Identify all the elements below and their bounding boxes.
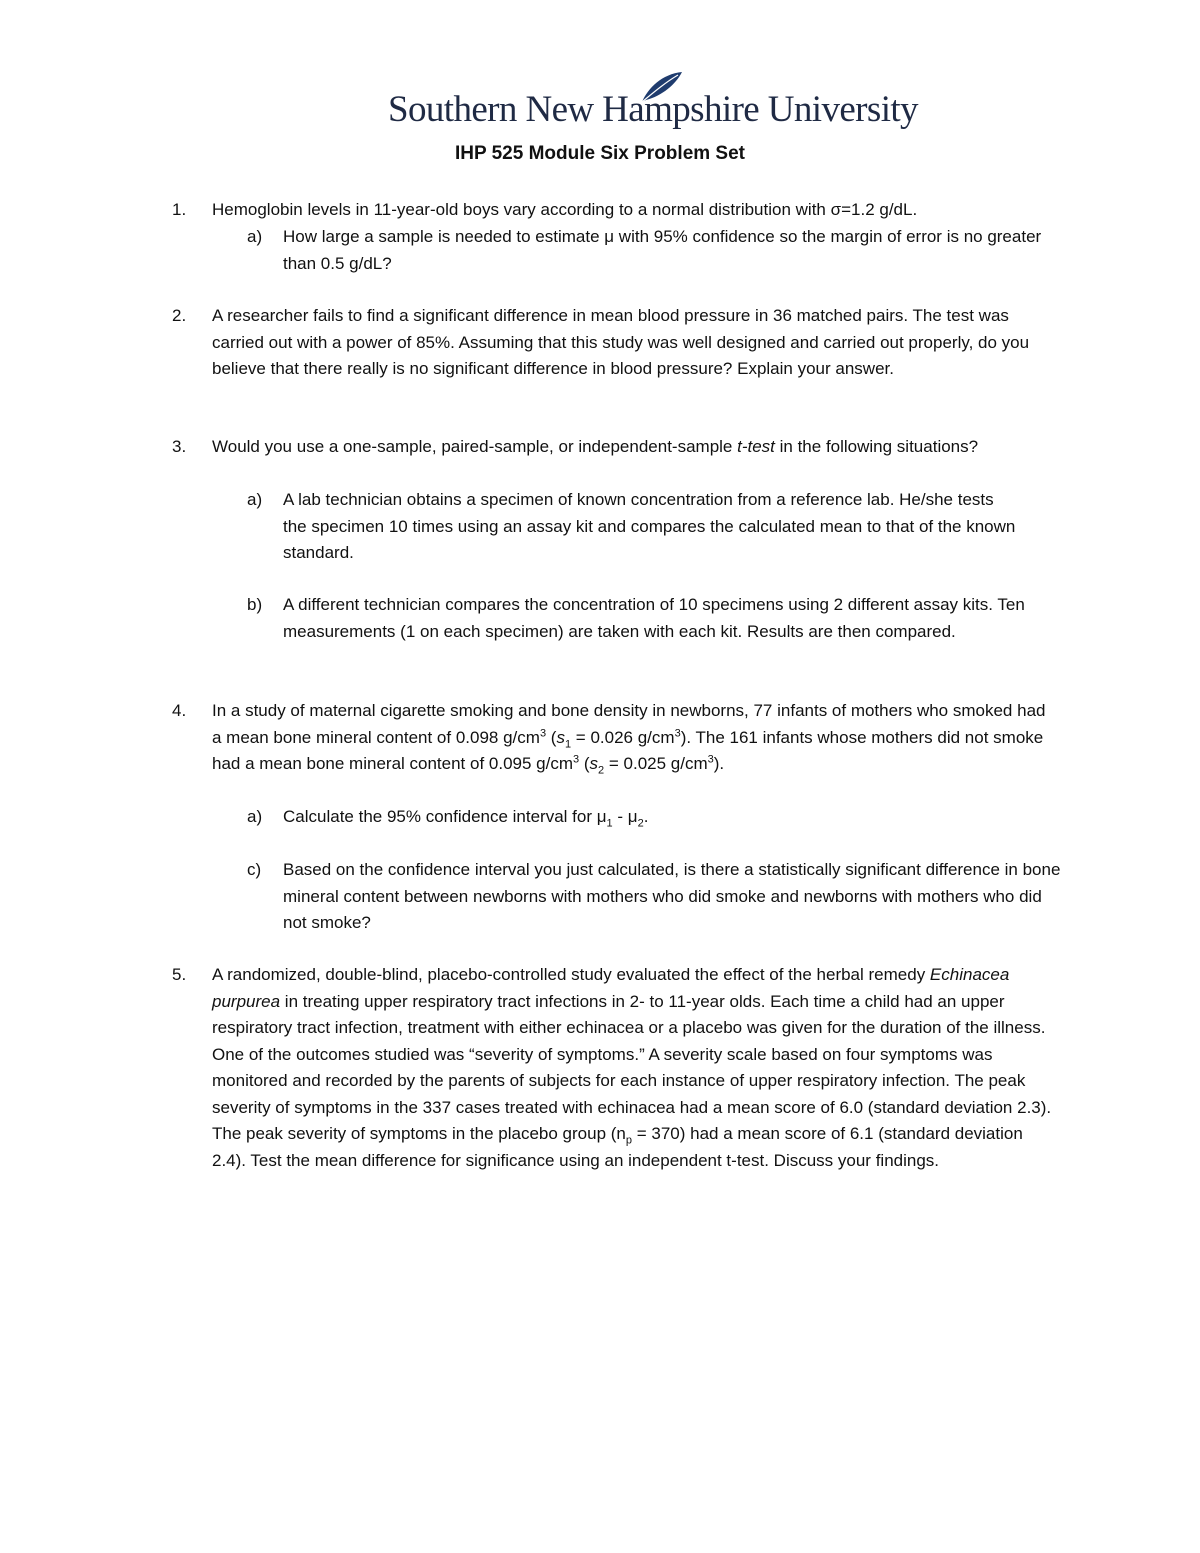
question-2-number: 2. xyxy=(172,306,187,325)
question-3-number: 3. xyxy=(172,437,187,456)
university-logo xyxy=(388,70,918,136)
question-3a-marker: a) xyxy=(247,490,263,509)
question-1-number: 1. xyxy=(172,200,187,219)
question-3-text: Would you use a one-sample, paired-sample, or independent-sample t-test in the following situations? xyxy=(212,437,979,456)
question-1a-marker: a) xyxy=(247,227,263,246)
question-4a-marker: a) xyxy=(247,807,263,826)
question-3a-text: A lab technician obtains a specimen of known concentration from a reference lab. He/she tests the specimen 10 times using an assay kit and compares the calculated mean to that of the known standard. xyxy=(283,490,1016,562)
page-title: IHP 525 Module Six Problem Set xyxy=(454,143,746,164)
question-4c-text: Based on the confidence interval you just calculated, is there a statistically significant difference in bone mineral content between newborns with mothers who did smoke and newborns with mothers who did not smoke? xyxy=(283,860,1061,932)
question-3b-text: A different technician compares the concentration of 10 specimens using 2 different assay kits. Ten measurements (1 on each specimen) are taken with each kit. Results are then compared. xyxy=(283,595,1025,641)
question-4-text: In a study of maternal cigarette smoking and bone density in newborns, 77 infants of mothers who smoked had a mean bone mineral content of 0.098 $g/cm^3$ ($s_1 = 0.026$ $g/cm^3$). The 161 infants whose mothers did not smoke had a mean bone mineral content of 0.095 $g/cm^3$ ($s_2 = 0.025$ $g/cm^3$). xyxy=(212,701,1046,777)
question-1a-text: How large a sample is needed to estimate μ with 95% confidence so the margin of error is no greater than 0.5 g/dL? xyxy=(283,227,1042,273)
question-5-text: A randomized, double-blind, placebo-controlled study evaluated the effect of the herbal remedy Echinacea purpurea in treating upper respiratory tract infections in 2- to 11-year olds. Each time a child had an upper respiratory tract infection, treatment with either echinacea or a placebo was given for the duration of the illness. One of the outcomes studied was “severity of symptoms.” A severity scale based on four symptoms was monitored and recorded by the parents of subjects for each instance of upper respiratory infection. The peak severity of symptoms in the 337 cases treated with echinacea had a mean score of 6.0 (standard deviation 2.3). The peak severity of symptoms in the placebo group $(n_p = 370)$ had a mean score of 6.1 (standard deviation 2.4). Test the mean difference for significance using an independent t-test. Discuss your findings. xyxy=(212,965,1052,1170)
question-4-number: 4. xyxy=(172,701,187,720)
question-4c-marker: c) xyxy=(247,860,262,879)
question-5-number: 5. xyxy=(172,965,187,984)
question-3b-marker: b) xyxy=(247,595,263,614)
logo-wordmark: Southern New Hampshire University xyxy=(388,89,918,130)
question-2-text: A researcher fails to find a significant difference in mean blood pressure in 36 matched pairs. The test was carried out with a power of 85%. Assuming that this study was well designed and carried out properly, do you believe that there really is no significant difference in blood pressure? Explain your answer. xyxy=(212,306,1030,378)
question-4a-text: Calculate the 95% confidence interval for $\mu_1 - \mu_2$. xyxy=(283,807,649,830)
question-1-text: Hemoglobin levels in 11-year-old boys vary according to a normal distribution with σ=1.2 g/dL. xyxy=(212,200,918,219)
